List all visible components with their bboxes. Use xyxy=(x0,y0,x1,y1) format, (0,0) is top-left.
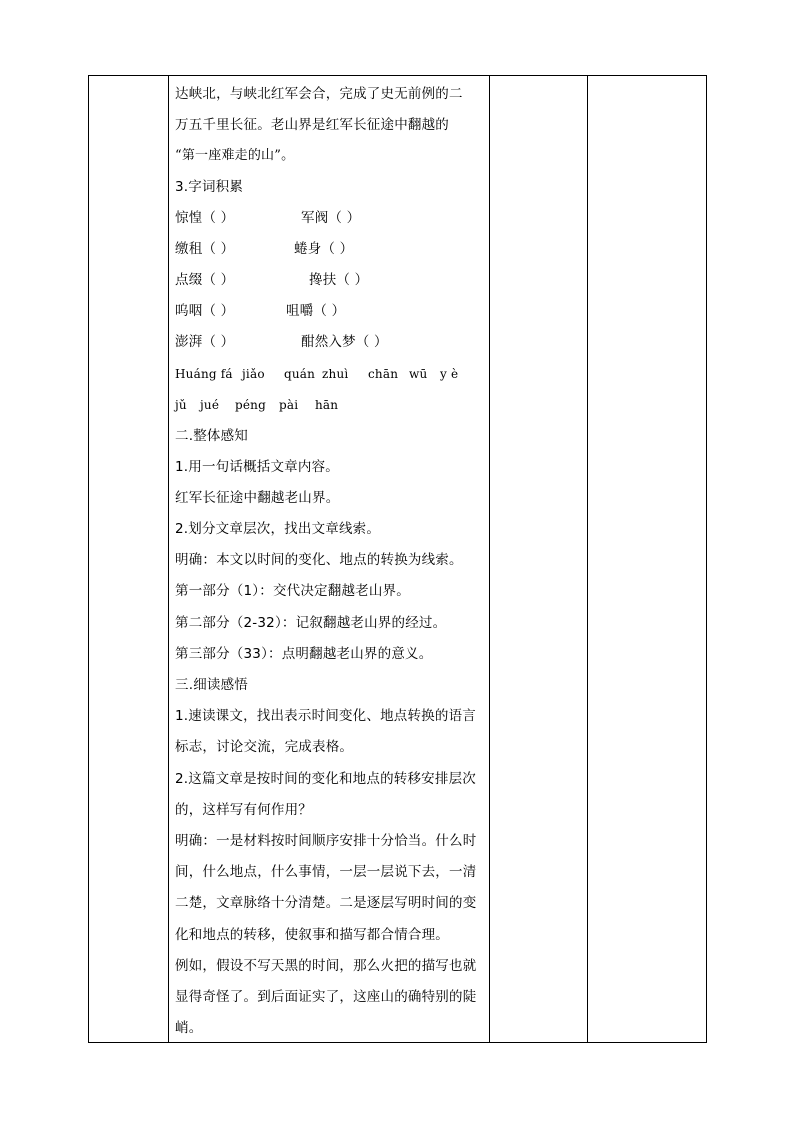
pinyin-item: hān xyxy=(315,398,339,412)
vocab-item: 军阀（ ） xyxy=(301,210,361,226)
section-heading: 3.字词积累 xyxy=(175,179,244,195)
pinyin-item: zhuì xyxy=(322,367,349,381)
text-line: 第一部分（1）：交代决定翻越老山界。 xyxy=(175,583,410,599)
text-line: 二楚，文章脉络十分清楚。二是逐层写明时间的变 xyxy=(175,895,477,911)
vocab-item: 缴租（ ） xyxy=(175,241,235,257)
column-divider-1 xyxy=(168,76,169,1042)
section-heading: 二.整体感知 xyxy=(175,428,248,444)
text-line: 红军长征途中翻越老山界。 xyxy=(175,490,340,506)
text-line: 显得奇怪了。到后面证实了，这座山的确特别的陡 xyxy=(175,989,477,1005)
pinyin-item: Huáng fá xyxy=(175,367,233,381)
vocab-item: 搀扶（ ） xyxy=(309,272,369,288)
vocab-item: 酣然入梦（ ） xyxy=(301,334,388,350)
text-line: 化和地点的转移，使叙事和描写都合情合理。 xyxy=(175,927,449,943)
text-line: 的，这样写有何作用？ xyxy=(175,802,312,818)
text-line: 2.这篇文章是按时间的变化和地点的转移安排层次 xyxy=(175,771,476,787)
pinyin-item: jiǎo xyxy=(242,367,265,381)
vocab-row xyxy=(175,209,490,227)
text-line: 万五千里长征。老山界是红军长征途中翻越的 xyxy=(175,117,449,133)
text-line: 达峡北，与峡北红军会合，完成了史无前例的二 xyxy=(175,86,463,102)
text-line: 明确：一是材料按时间顺序安排十分恰当。什么时 xyxy=(175,833,477,849)
pinyin-item: wū xyxy=(409,367,428,381)
column-divider-3 xyxy=(587,76,588,1042)
vocab-item: 蜷身（ ） xyxy=(294,241,354,257)
vocab-item: 惊惶（ ） xyxy=(175,210,235,226)
pinyin-item: péng xyxy=(235,398,266,412)
text-line: 1.用一句话概括文章内容。 xyxy=(175,459,339,475)
text-line: “第一座难走的山”。 xyxy=(175,148,295,163)
pinyin-item: quán xyxy=(284,367,316,381)
text-line: 标志，讨论交流，完成表格。 xyxy=(175,739,354,755)
text-line: 1.速读课文，找出表示时间变化、地点转换的语言 xyxy=(175,708,476,724)
pinyin-row xyxy=(175,365,490,383)
pinyin-item: jǔ xyxy=(175,398,187,412)
text-line: 间，什么地点，什么事情，一层一层说下去，一清 xyxy=(175,864,477,880)
text-line: 第二部分（2-32）：记叙翻越老山界的经过。 xyxy=(175,615,447,631)
vocab-item: 呜咽（ ） xyxy=(175,303,235,319)
text-line: 第三部分（33）：点明翻越老山界的意义。 xyxy=(175,646,433,662)
text-line: 例如，假设不写天黑的时间，那么火把的描写也就 xyxy=(175,958,477,974)
vocab-row xyxy=(175,333,490,351)
vocab-row xyxy=(175,302,490,320)
lesson-table xyxy=(88,75,707,1043)
text-line: 峭。 xyxy=(175,1020,203,1036)
pinyin-item: y è xyxy=(440,367,459,381)
pinyin-item: chān xyxy=(368,367,399,381)
text-line: 2.划分文章层次，找出文章线索。 xyxy=(175,521,381,537)
vocab-item: 咀嚼（ ） xyxy=(286,303,346,319)
text-line: 明确：本文以时间的变化、地点的转换为线索。 xyxy=(175,552,463,568)
pinyin-row xyxy=(175,396,490,414)
pinyin-item: jué xyxy=(200,398,220,412)
section-heading: 三.细读感悟 xyxy=(175,677,248,693)
pinyin-item: pài xyxy=(279,398,299,412)
vocab-row xyxy=(175,271,490,289)
vocab-row xyxy=(175,240,490,258)
vocab-item: 点缀（ ） xyxy=(175,272,235,288)
vocab-item: 澎湃（ ） xyxy=(175,334,235,350)
